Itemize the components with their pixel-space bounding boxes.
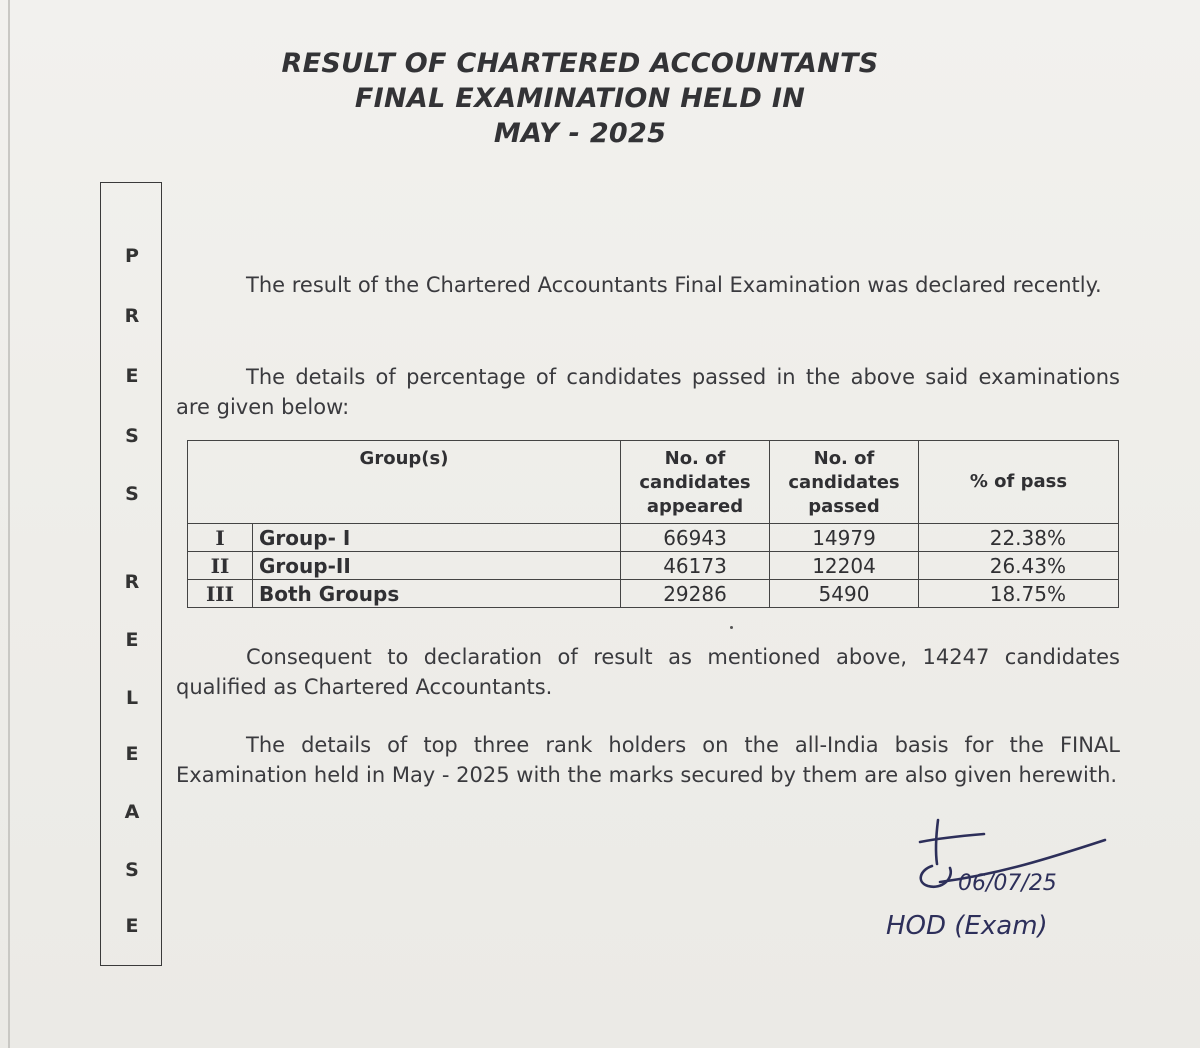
title-line-2: FINAL EXAMINATION HELD IN bbox=[354, 83, 806, 114]
side-letter: A bbox=[124, 801, 140, 823]
handwritten-signature bbox=[880, 812, 1120, 952]
table-row bbox=[188, 580, 1119, 608]
table-header-row bbox=[188, 441, 1119, 524]
results-table bbox=[187, 440, 1119, 608]
paragraph-rank-holders bbox=[176, 730, 1120, 790]
row-pass-percent: 18.75% bbox=[919, 580, 1119, 608]
side-letter: S bbox=[125, 483, 139, 505]
page-edge bbox=[8, 0, 10, 1048]
signature-designation: HOD (Exam) bbox=[886, 911, 1048, 941]
paragraph-result-declared bbox=[176, 270, 1120, 300]
title-line-3: MAY - 2025 bbox=[493, 118, 667, 149]
row-appeared: 46173 bbox=[621, 552, 770, 580]
side-letter: E bbox=[125, 365, 139, 387]
header-appeared: No. of candidates appeared bbox=[621, 441, 770, 524]
ink-dot bbox=[730, 626, 733, 629]
document-title bbox=[200, 46, 960, 151]
row-number: I bbox=[188, 524, 253, 552]
side-letter: R bbox=[124, 571, 140, 593]
paragraph-text: The details of percentage of candidates passed in the above said examinations are given below: bbox=[176, 365, 1120, 419]
row-number: II bbox=[188, 552, 253, 580]
row-pass-percent: 22.38% bbox=[919, 524, 1119, 552]
side-letter: L bbox=[125, 687, 139, 709]
row-number: III bbox=[188, 580, 253, 608]
row-passed: 12204 bbox=[770, 552, 919, 580]
side-letter: E bbox=[125, 629, 139, 651]
title-line-1: RESULT OF CHARTERED ACCOUNTANTS bbox=[281, 48, 879, 79]
signature-date: 06/07/25 bbox=[958, 871, 1057, 896]
paragraph-qualified bbox=[176, 642, 1120, 702]
side-letter: R bbox=[124, 305, 140, 327]
side-letter: S bbox=[125, 425, 139, 447]
row-appeared: 29286 bbox=[621, 580, 770, 608]
side-letter: E bbox=[125, 743, 139, 765]
paragraph-text: The result of the Chartered Accountants Final Examination was declared recently. bbox=[246, 273, 1102, 297]
header-group: Group(s) bbox=[188, 441, 621, 524]
row-group: Group-II bbox=[253, 552, 621, 580]
side-letter: P bbox=[125, 245, 139, 267]
paragraph-details-intro bbox=[176, 362, 1120, 422]
press-release-side-label bbox=[100, 182, 162, 966]
row-passed: 14979 bbox=[770, 524, 919, 552]
header-pass-percent: % of pass bbox=[919, 441, 1119, 524]
row-passed: 5490 bbox=[770, 580, 919, 608]
header-passed: No. of candidates passed bbox=[770, 441, 919, 524]
paragraph-text: The details of top three rank holders on the all-India basis for the FINAL Examination held in May - 2025 with the marks secured by them are also given herewith. bbox=[176, 733, 1120, 787]
row-appeared: 66943 bbox=[621, 524, 770, 552]
paragraph-text: Consequent to declaration of result as mentioned above, 14247 candidates qualified as Chartered Accountants. bbox=[176, 645, 1120, 699]
row-group: Group- I bbox=[253, 524, 621, 552]
row-pass-percent: 26.43% bbox=[919, 552, 1119, 580]
side-letter: E bbox=[125, 915, 139, 937]
side-letter: S bbox=[125, 859, 139, 881]
table-row bbox=[188, 524, 1119, 552]
row-group: Both Groups bbox=[253, 580, 621, 608]
table-row bbox=[188, 552, 1119, 580]
